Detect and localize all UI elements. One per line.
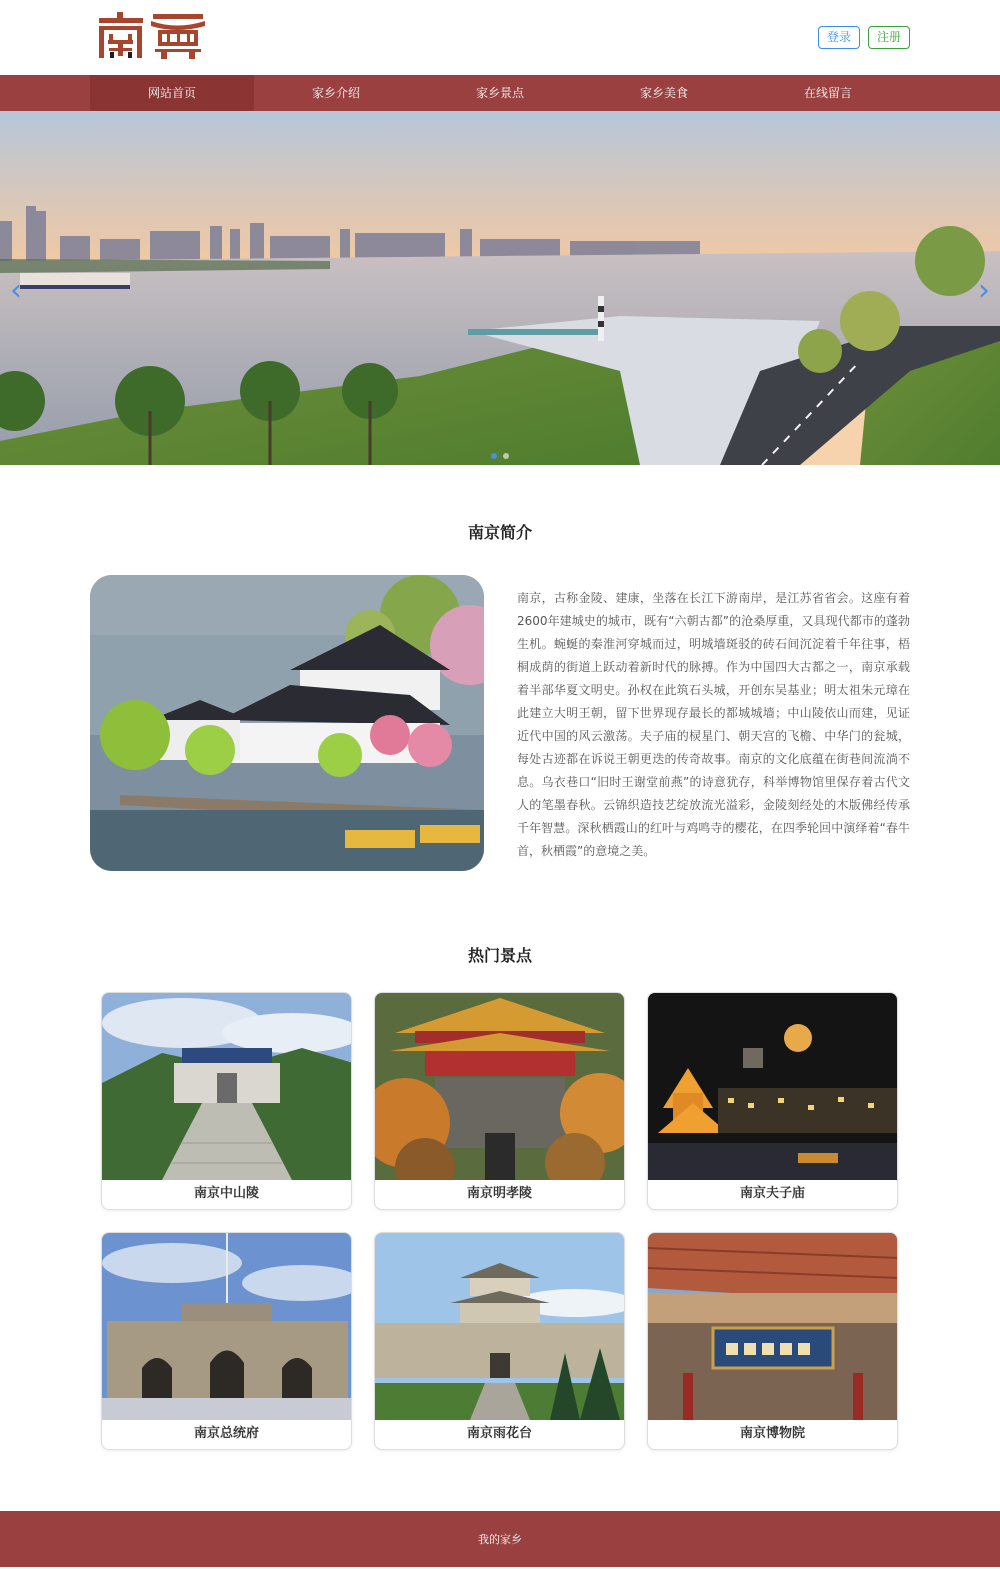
chevron-right-icon[interactable]: ›: [978, 273, 990, 308]
register-button[interactable]: 注册: [868, 26, 910, 49]
spot-name: 南京中山陵: [193, 1186, 259, 1201]
spot-image: [648, 1233, 898, 1420]
spot-name: 南京明孝陵: [466, 1186, 532, 1201]
nav-item-home[interactable]: 网站首页: [90, 75, 254, 111]
spot-card[interactable]: [647, 1232, 898, 1450]
spots-title: 热门景点: [467, 946, 532, 965]
spot-card[interactable]: [647, 992, 898, 1210]
spot-card[interactable]: [101, 992, 352, 1210]
nav-item-spots[interactable]: 家乡景点: [475, 86, 524, 100]
nav-item-food[interactable]: 家乡美食: [639, 86, 688, 100]
spot-name: 南京总统府: [193, 1426, 259, 1441]
carousel-dot[interactable]: [503, 453, 509, 459]
auth-buttons: [818, 26, 910, 49]
spot-image: [648, 993, 898, 1180]
site-logo[interactable]: [95, 12, 207, 62]
site-header: [0, 0, 1000, 75]
spot-name: 南京博物院: [739, 1426, 805, 1441]
login-button[interactable]: 登录: [818, 26, 860, 49]
nav-item-message[interactable]: 在线留言: [803, 86, 852, 100]
site-footer: 我的家乡: [0, 1511, 1000, 1567]
intro-section: [90, 575, 910, 871]
main-nav: [0, 75, 1000, 111]
spots-grid: [101, 992, 1000, 1450]
spot-image: [375, 1233, 625, 1420]
spot-card[interactable]: [374, 992, 625, 1210]
intro-title: 南京简介: [467, 523, 532, 542]
spot-card[interactable]: [374, 1232, 625, 1450]
spot-name: 南京夫子庙: [739, 1186, 805, 1201]
carousel-dot[interactable]: [491, 453, 497, 459]
spot-name: 南京雨花台: [466, 1426, 532, 1441]
intro-image: [90, 575, 484, 871]
spot-image: [102, 1233, 352, 1420]
intro-text: 南京，古称金陵、建康，坐落在长江下游南岸，是江苏省省会。这座有着2600年建城史的城市，既有“六朝古都”的沧桑厚重，又具现代都市的蓬勃生机。蜿蜒的秦淮河穿城而过，明城墙斑驳的砖石间沉淀着千年往事，梧桐成荫的街道上跃动着新时代的脉搏。作为中国四大古都之一，南京承载着半部华夏文明史。孙权在此筑石头城，开创东吴基业；明太祖朱元璋在此建立大明王朝，留下世界现存最长的都城城墙；中山陵依山而建，见证近代中国的风云激荡。夫子庙的棂星门、朝天宫的飞檐、中华门的瓮城，每处古迹都在诉说王朝更迭的传奇故事。南京的文化底蕴在街巷间流淌不息。乌衣巷口“旧时王谢堂前燕”的诗意犹存，科举博物馆里保存着古代文人的笔墨春秋。云锦织造技艺绽放流光溢彩，金陵刻经处的木版佛经传承千年智慧。深秋栖霞山的红叶与鸡鸣寺的樱花，在四季轮回中演绎着“春牛首，秋栖霞”的意境之美。: [517, 591, 910, 858]
chevron-left-icon[interactable]: ‹: [10, 273, 22, 308]
spot-image: [102, 993, 352, 1180]
nav-item-intro[interactable]: 家乡介绍: [311, 86, 360, 100]
hero-carousel[interactable]: [0, 111, 1000, 465]
spot-card[interactable]: [101, 1232, 352, 1450]
carousel-dots: [491, 453, 509, 459]
hero-image: [0, 111, 1000, 465]
spot-image: [375, 993, 625, 1180]
